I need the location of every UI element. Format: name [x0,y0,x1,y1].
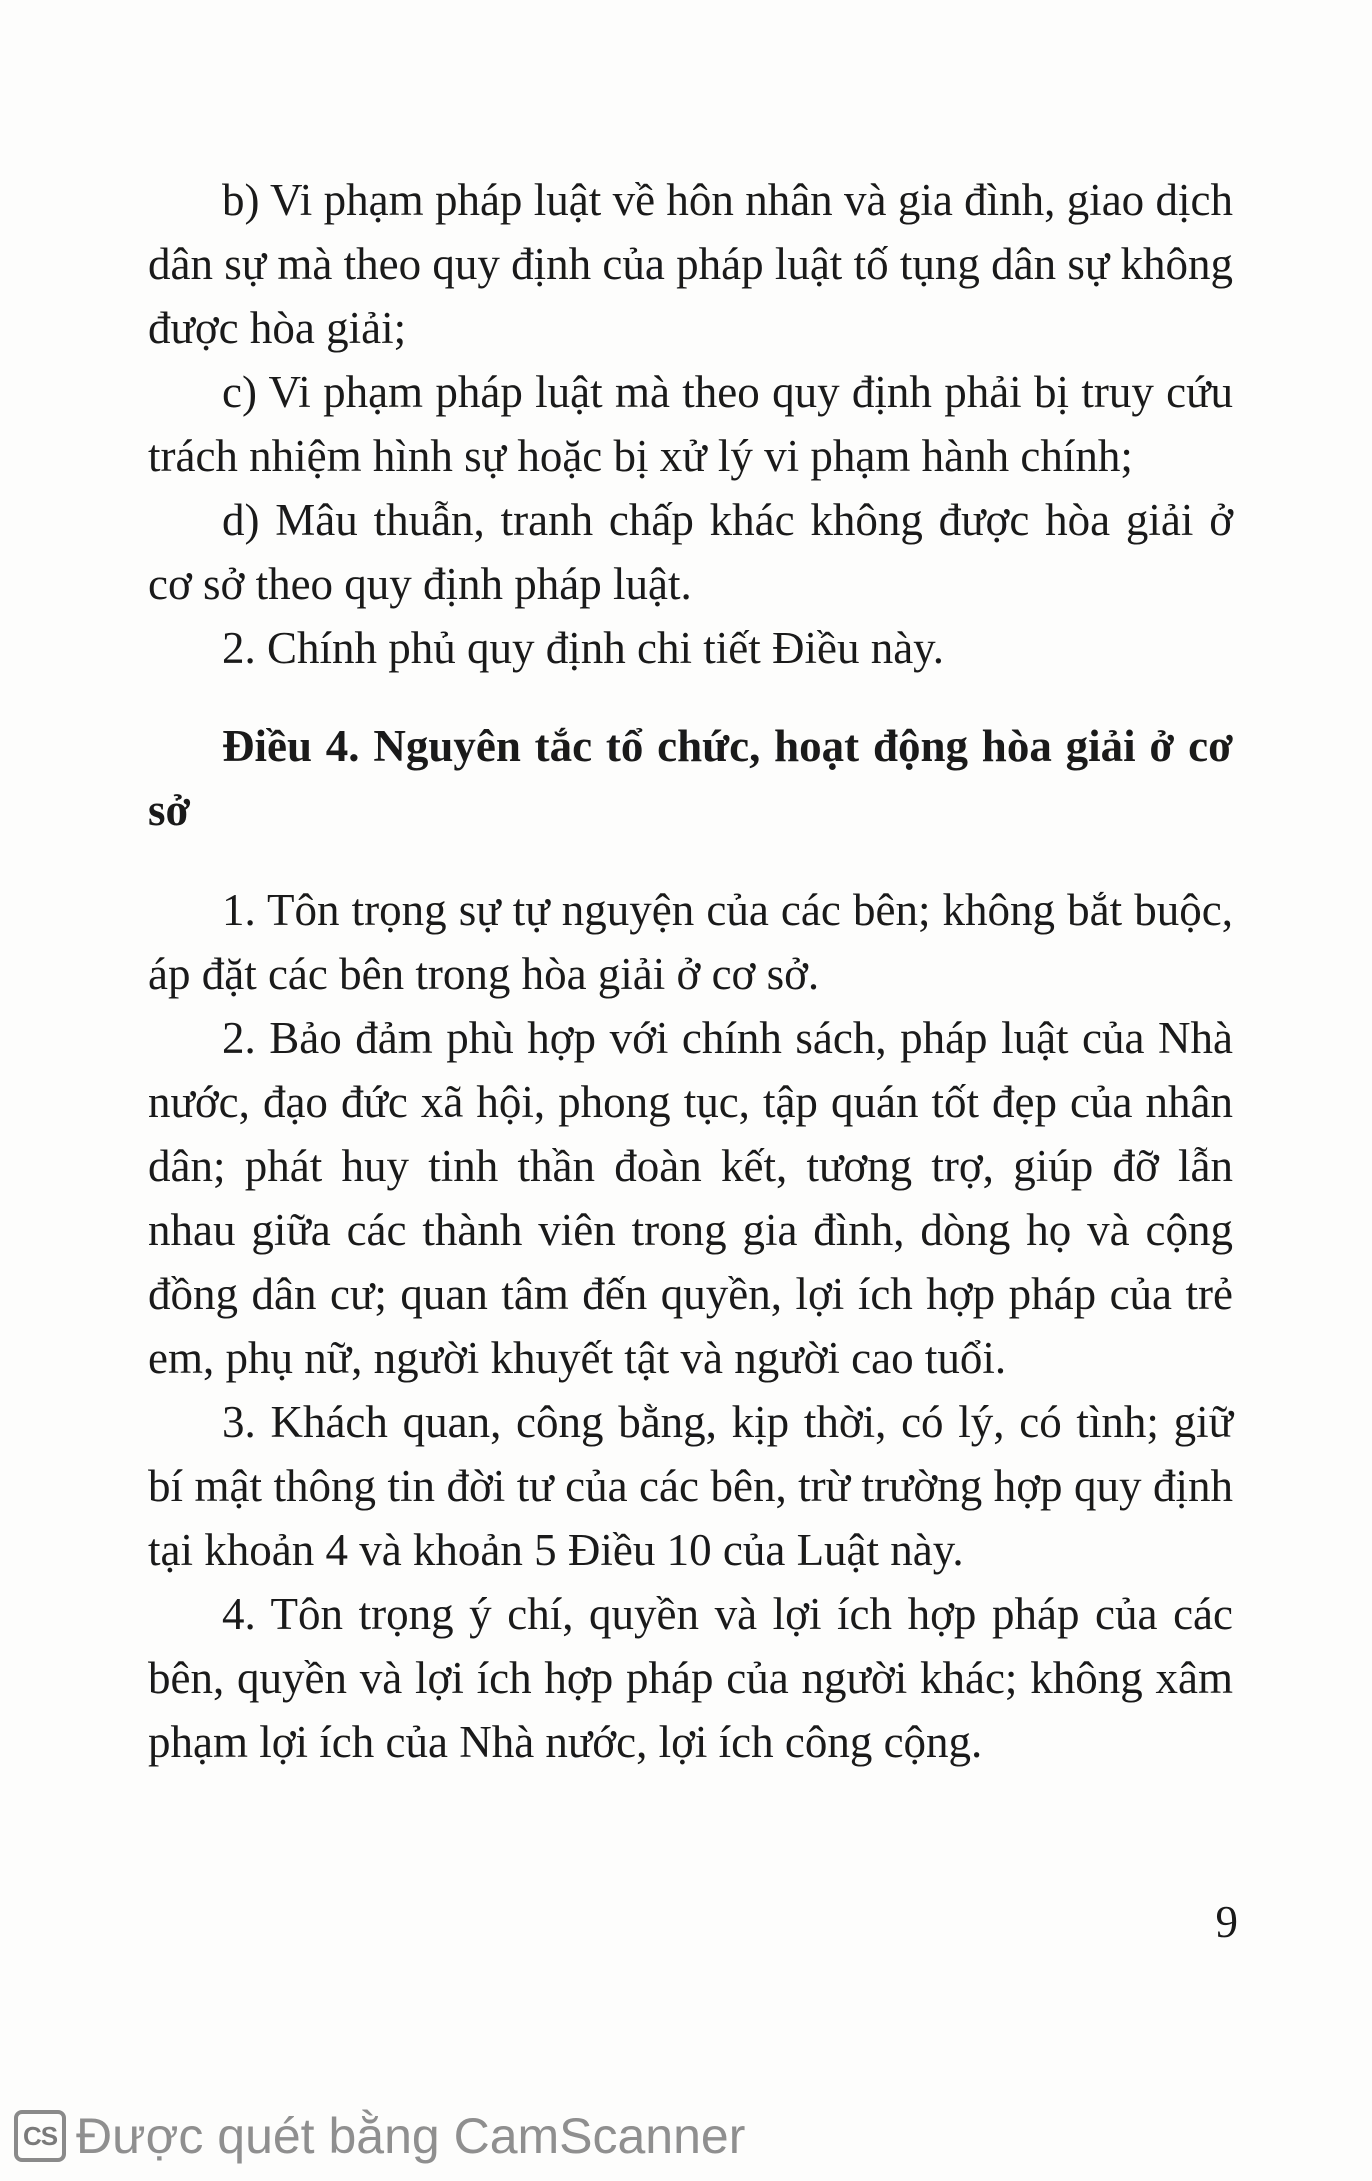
principle-4: 4. Tôn trọng ý chí, quyền và lợi ích hợp pháp của các bên, quyền và lợi ích hợp pháp của người khác; không xâm phạm lợi ích của Nhà nước, lợi ích công cộng. [148,1589,1233,1767]
article-heading: Điều 4. Nguyên tắc tổ chức, hoạt động hòa giải ở cơ sở [148,721,1233,835]
page-number: 9 [1215,1897,1238,1947]
body-text [148,168,1233,1774]
principle-3: 3. Khách quan, công bằng, kịp thời, có lý, có tình; giữ bí mật thông tin đời tư của các bên, trừ trường hợp quy định tại khoản 4 và khoản 5 Điều 10 của Luật này. [148,1397,1233,1575]
principle-2: 2. Bảo đảm phù hợp với chính sách, pháp luật của Nhà nước, đạo đức xã hội, phong tục, tập quán tốt đẹp của nhân dân; phát huy tinh thần đoàn kết, tương trợ, giúp đỡ lẫn nhau giữa các thành viên trong gia đình, dòng họ và cộng đồng dân cư; quan tâm đến quyền, lợi ích hợp pháp của trẻ em, phụ nữ, người khuyết tật và người cao tuổi. [148,1013,1233,1383]
camscanner-watermark [14,2098,745,2174]
paragraph-item-c: c) Vi phạm pháp luật mà theo quy định phải bị truy cứu trách nhiệm hình sự hoặc bị xử lý vi phạm hành chính; [148,367,1233,481]
watermark-text: Được quét bằng CamScanner [76,2108,746,2164]
paragraph-clause-2: 2. Chính phủ quy định chi tiết Điều này. [222,623,944,673]
principle-1: 1. Tôn trọng sự tự nguyện của các bên; không bắt buộc, áp đặt các bên trong hòa giải ở cơ sở. [148,885,1233,999]
camscanner-logo-icon: CS [14,2110,66,2162]
paragraph-item-b: b) Vi phạm pháp luật về hôn nhân và gia đình, giao dịch dân sự mà theo quy định của pháp luật tố tụng dân sự không được hòa giải; [148,175,1233,353]
paragraph-item-d: d) Mâu thuẫn, tranh chấp khác không được hòa giải ở cơ sở theo quy định pháp luật. [148,495,1233,609]
